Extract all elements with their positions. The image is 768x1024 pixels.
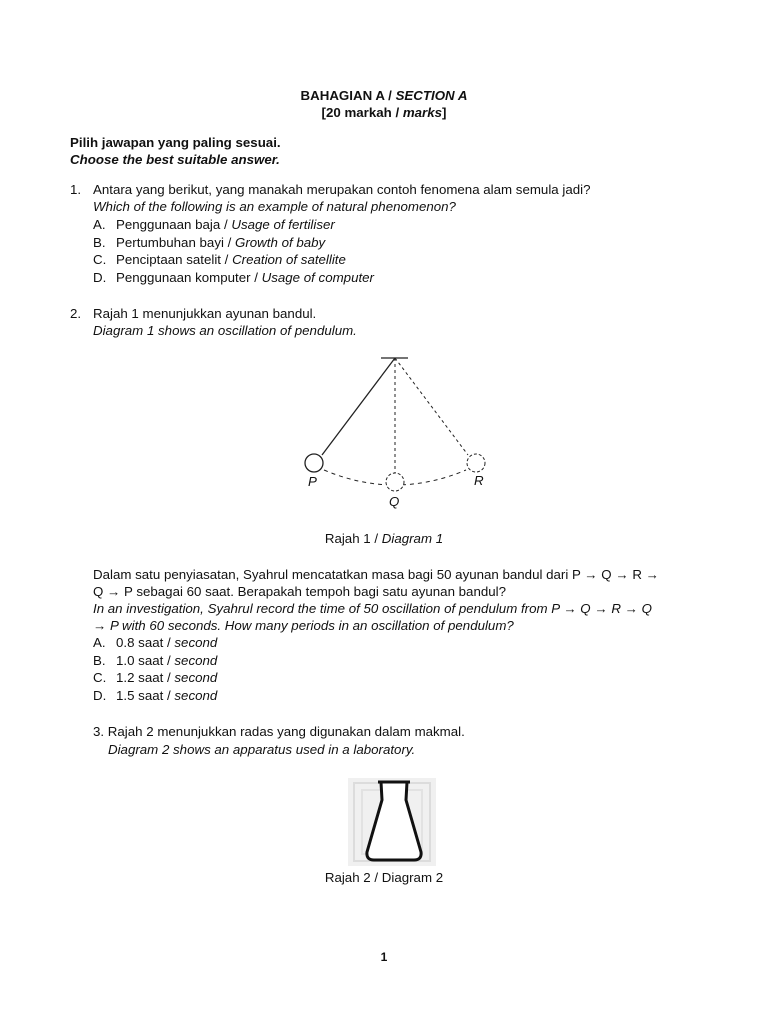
marks-close: ] [442,105,447,120]
option-ms: 1.5 saat / [116,688,175,703]
label-p: P [308,474,317,489]
option-letter: C. [93,670,107,685]
q2-para-en-2: → P with 60 seconds. How many periods in an oscillation of pendulum? [93,618,514,633]
q1-text-ms: Antara yang berikut, yang manakah merupakan contoh fenomena alam semula jadi? [93,182,591,197]
option-letter: B. [93,653,106,668]
instruction-ms: Pilih jawapan yang paling sesuai. [70,135,281,150]
option-letter: D. [93,688,107,703]
q2-para-ms-1: Dalam satu penyiasatan, Syahrul mencatatkan masa bagi 50 ayunan bandul dari P → Q → R → [93,567,659,582]
diagram2-caption: Rajah 2 / Diagram 2 [324,870,444,885]
q3-ms: Rajah 2 menunjukkan radas yang digunakan dalam makmal. [107,724,465,739]
option-en: second [174,670,218,685]
q1-text-en: Which of the following is an example of natural phenomenon? [93,199,456,214]
option-ms: 1.0 saat / [116,653,175,668]
option-letter: C. [93,252,107,267]
option-ms: Pertumbuhan bayi / [116,235,236,250]
q2-text-en: Diagram 1 shows an oscillation of pendulum. [93,323,357,338]
option-en: Creation of satellite [232,252,346,267]
section-title-ms: BAHAGIAN A / [300,88,396,103]
option-ms: Penggunaan komputer / [116,270,262,285]
option-en: Growth of baby [235,235,326,250]
page-number: 1 [380,950,388,964]
option-en: second [174,635,218,650]
q1-number: 1. [70,182,82,197]
label-q: Q [389,494,400,509]
q2-para-en-1: In an investigation, Syahrul record the time of 50 oscillation of pendulum from P → Q → R → Q [93,601,652,616]
option-letter: A. [93,635,106,650]
marks-en: marks [402,105,443,120]
label-r: R [474,473,484,488]
option-en: Usage of computer [261,270,374,285]
instruction-en: Choose the best suitable answer. [70,152,280,167]
option-ms: Penciptaan satelit / [116,252,233,267]
option-letter: A. [93,217,106,232]
option-letter: B. [93,235,106,250]
caption-en: Diagram 1 [381,531,444,546]
option-ms: 0.8 saat / [116,635,175,650]
option-letter: D. [93,270,107,285]
option-ms: Penggunaan baja / [116,217,232,232]
option-ms: 1.2 saat / [116,670,175,685]
option-en: second [174,653,218,668]
q2-para-ms-2: Q → P sebagai 60 saat. Berapakah tempoh bagi satu ayunan bandul? [93,584,506,599]
marks-open: [20 markah / [321,105,403,120]
caption-ms: Rajah 1 / [324,531,382,546]
q2-number: 2. [70,306,82,321]
option-en: Usage of fertiliser [231,217,335,232]
option-en: second [174,688,218,703]
section-title-en: SECTION A [395,88,468,103]
q3-text-en: Diagram 2 shows an apparatus used in a laboratory. [108,742,416,757]
q2-text-ms: Rajah 1 menunjukkan ayunan bandul. [93,306,317,321]
q3-number: 3. [93,724,105,739]
